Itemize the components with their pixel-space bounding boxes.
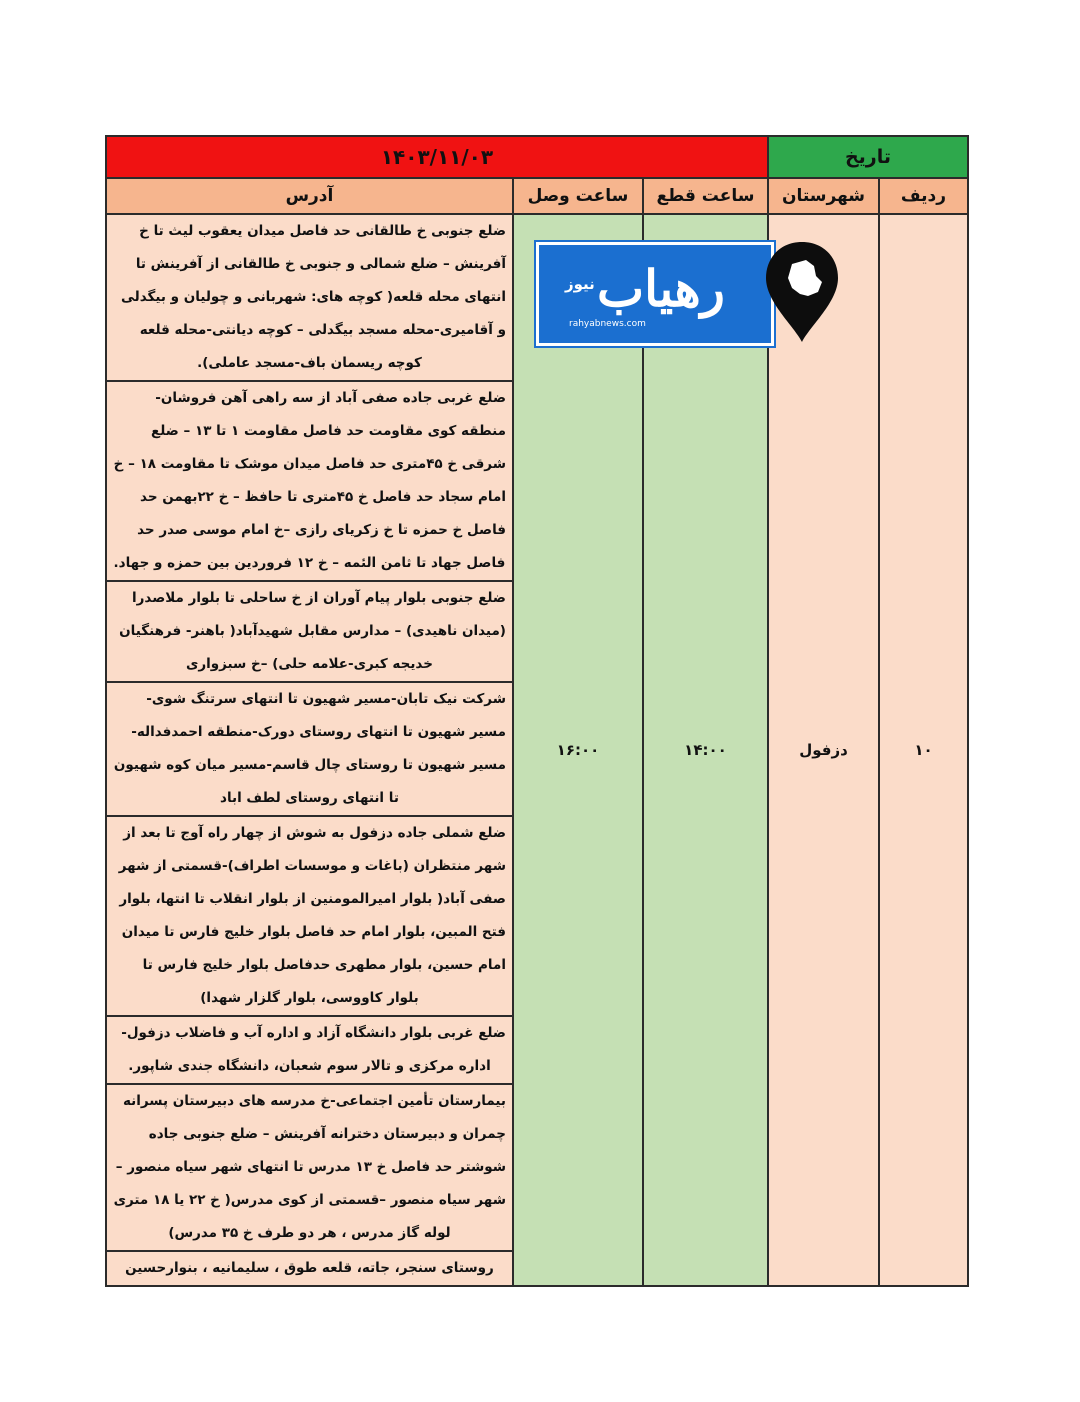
address-cell: شرکت نیک تابان-مسیر شهیون تا انتهای سرتنگ شوی-مسیر شهیون تا انتهای روستای دورک-منطقه احمدفداله-مسیر شهیون تا روستای چال قاسم-مسیر میان کوه شهیون تا انتهای روستای لطف اباد	[106, 682, 513, 816]
row-number-cell: ۱۰	[879, 214, 968, 1286]
restore-time-cell: ۱۶:۰۰	[513, 214, 643, 1286]
column-header-row	[106, 178, 968, 214]
address-cell: بیمارستان تأمین اجتماعی-خ مدرسه های دبیرستان پسرانه چمران و دبیرستان دخترانه آفرینش – ضلع جنوبی جاده شوشتر حد فاصل خ ۱۳ مدرس تا انتهای شهر سیاه منصور – شهر سیاه منصور –قسمتی از کوی مدرس( خ ۲۲ یا ۱۸ متری لوله گاز مدرس ، هر دو طرف خ ۳۵ مدرس)	[106, 1084, 513, 1251]
logo-url: rahyabnews.com	[569, 319, 646, 329]
watermark-logo	[534, 240, 844, 346]
address-cell: ضلع غربی بلوار دانشگاه آزاد و اداره آب و فاضلاب دزفول- اداره مرکزی و تالار سوم شعبان، دانشگاه جندی شاپور.	[106, 1016, 513, 1084]
col-header-address: آدرس	[106, 178, 513, 214]
address-cell: ضلع شملی جاده دزفول به شوش از چهار راه آوج تا بعد از شهر منتظران (باغات و موسسات اطراف)-قسمتی از شهر صفی آباد( بلوار امیرالمومنین از بلوار انقلاب تا انتها، بلوار فتح المبین، بلوار امام حد فاصل بلوار خلیج فارس تا میدان امام حسین، بلوار مطهری حدفاصل بلوار خلیج فارس تا بلوار کاووسی، بلوار گلزار شهدا)	[106, 816, 513, 1016]
address-cell: روستای سنجر، جاته، قلعه طوق ، سلیمانیه ، بنوارحسین	[106, 1251, 513, 1286]
date-value: ۱۴۰۳/۱۱/۰۳	[106, 136, 768, 178]
col-header-row-number: ردیف	[879, 178, 968, 214]
logo-suffix: نیوز	[565, 275, 595, 293]
county-cell: دزفول	[768, 214, 879, 1286]
cut-time-cell: ۱۴:۰۰	[643, 214, 768, 1286]
address-cell: ضلع جنوبی بلوار پیام آوران از خ ساحلی تا بلوار ملاصدرا (میدان ناهیدی) – مدارس مقابل شهیدآباد( باهنر- فرهنگیان خدیجه کبری-علامه حلی) –خ سبزواری	[106, 581, 513, 682]
address-cell: ضلع غربی جاده صفی آباد از سه راهی آهن فروشان-منطقه کوی مقاومت حد فاصل مقاومت ۱ تا ۱۳ – ضلع شرقی خ ۴۵متری حد فاصل میدان موشک تا مقاومت ۱۸ – خ امام سجاد حد فاصل خ ۴۵متری تا حافظ – خ ۲۲بهمن حد فاصل خ حمزه تا خ زکریای رازی –خ امام موسی صدر حد فاصل جهاد تا ثامن الئمه – خ ۱۲ فروردین بین حمزه و جهاد.	[106, 381, 513, 581]
location-pin-icon	[762, 240, 842, 344]
logo-name: رهیاب	[597, 259, 725, 318]
date-label: تاریخ	[768, 136, 968, 178]
col-header-county: شهرستان	[768, 178, 879, 214]
col-header-cut-time: ساعت قطع	[643, 178, 768, 214]
col-header-restore-time: ساعت وصل	[513, 178, 643, 214]
logo-banner	[536, 242, 774, 346]
date-row	[106, 136, 968, 178]
address-cell: ضلع جنوبی خ طالقانی حد فاصل میدان یعقوب لیث تا خ آفرینش – ضلع شمالی و جنوبی خ طالقانی از آفرینش تا انتهای محله قلعه( کوچه های: شهربانی و چولیان و بیگدلی و آقامیری-محله مسجد بیگدلی – کوچه دیانتی-محله قلعه کوچه ریسمان باف-مسجد عاملی).	[106, 214, 513, 381]
